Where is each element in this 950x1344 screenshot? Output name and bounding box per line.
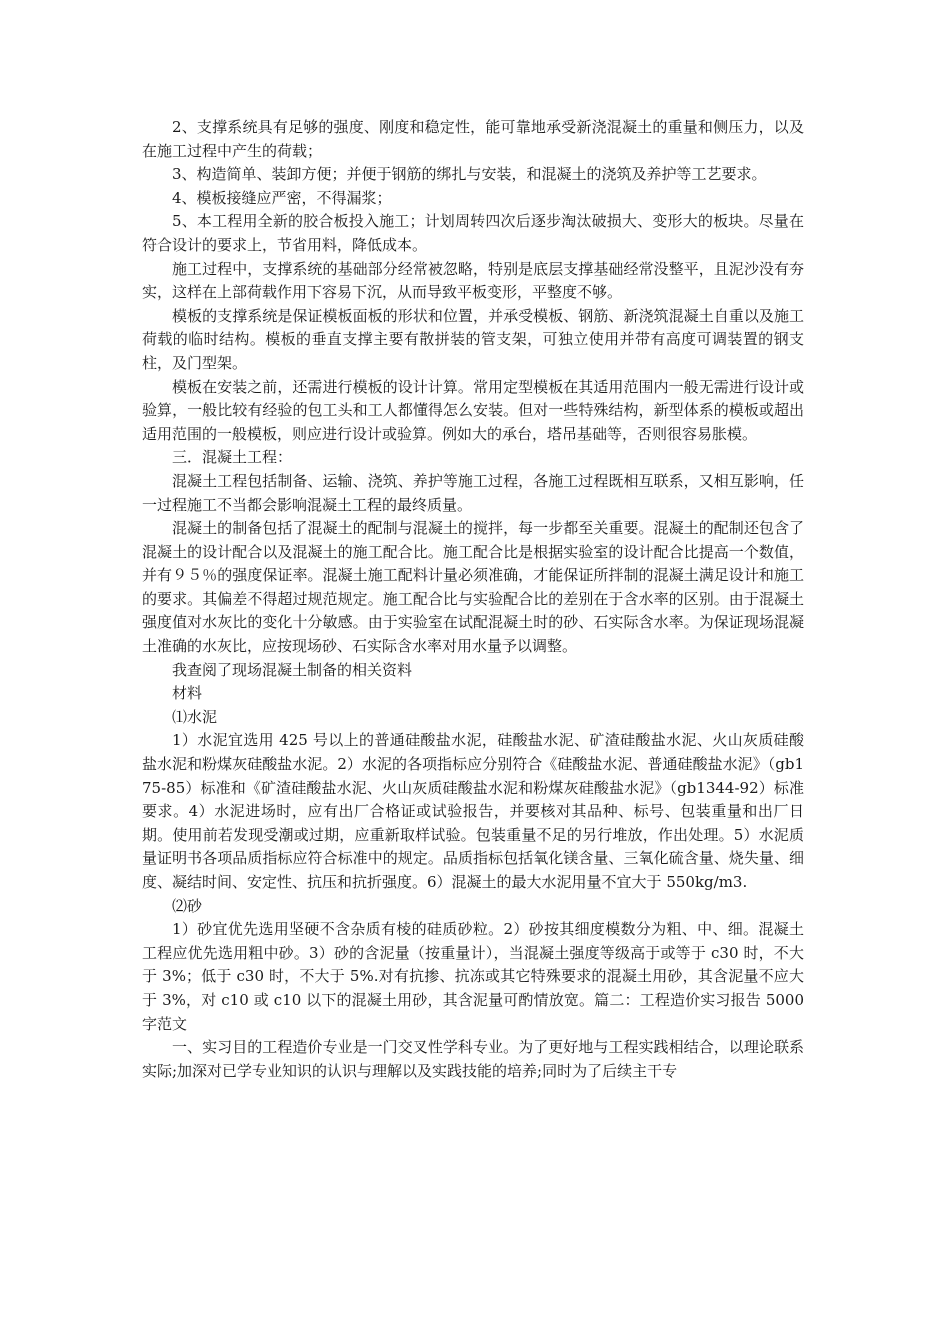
paragraph-support-strength: 2、支撑系统具有足够的强度、刚度和稳定性，能可靠地承受新浇混凝土的重量和侧压力，以及在施工过程中产生的荷载； <box>142 118 804 160</box>
paragraph-support-system: 模板的支撑系统是保证模板面板的形状和位置，并承受模板、钢筋、新浇筑混凝土自重以及施工荷载的临时结构。模板的垂直支撑主要有散拼装的管支架，可独立使用并带有高度可调装置的钢支柱，及门型架。 <box>142 306 804 372</box>
paragraph-joint-tight: 4、模板接缝应严密，不得漏浆； <box>172 188 392 207</box>
paragraph-concrete-preparation: 混凝土的制备包括了混凝土的配制与混凝土的搅拌，每一步都至关重要。混凝土的配制还包含了混凝土的设计配合以及混凝土的施工配合比。施工配合比是根据实验室的设计配合比提高一个数值，并有９５％的强度保证率。混凝土施工配料计量必须准确，才能保证所拌制的混凝土满足设计和施工的要求。其偏差不得超过规范规定。施工配合比与实验配合比的差别在于含水率的区别。由于混凝土强度值对水灰比的变化十分敏感。由于实验室在试配混凝土时的砂、石实际含水率。为保证现场混凝土准确的水灰比，应按现场砂、石实际含水率对用水量予以调整。 <box>142 519 804 656</box>
heading-cement: ⑴水泥 <box>172 707 218 726</box>
paragraph-construction-process: 施工过程中，支撑系统的基础部分经常被忽略，特别是底层支撑基础经常没整平，且泥沙没有夯实，这样在上部荷载作用下容易下沉，从而导致平板变形，平整度不够。 <box>142 259 804 302</box>
paragraph-formwork-design: 模板在安装之前，还需进行模板的设计计算。常用定型模板在其适用范围内一般无需进行设计或验算，一般比较有经验的包工头和工人都懂得怎么安装。但对一些特殊结构，新型体系的模板或超出适用范围的一般模板，则应进行设计或验算。例如大的承台，塔吊基础等，否则很容易胀模。 <box>142 377 804 443</box>
paragraph-simple-construction: 3、构造简单、装卸方便；并便于钢筋的绑扎与安装，和混凝土的浇筑及养护等工艺要求。 <box>172 165 767 184</box>
paragraph-cement-requirements: 1）水泥宜选用 425 号以上的普通硅酸盐水泥，硅酸盐水泥、矿渣硅酸盐水泥、火山灰质硅酸盐水泥和粉煤灰硅酸盐水泥。2）水泥的各项指标应分别符合《硅酸盐水泥、普通硅酸盐水泥》（gb175-85）标准和《矿渣硅酸盐水泥、火山灰质硅酸盐水泥和粉煤灰硅酸盐水泥》（gb1344-92）标准要求。4）水泥进场时，应有出厂合格证或试验报告，并要核对其品种、标号、包装重量和出厂日期。使用前若发现受潮或过期，应重新取样试验。包装重量不足的另行堆放，作出处理。5）水泥质量证明书各项品质指标应符合标准中的规定。品质指标包括氧化镁含量、三氧化硫含量、烧失量、细度、凝结时间、安定性、抗压和抗折强度。6）混凝土的最大水泥用量不宜大于 550kg/m3. <box>142 731 804 891</box>
paragraph-sand-requirements: 1）砂宜优先选用坚硬不含杂质有棱的硅质砂粒。2）砂按其细度模数分为粗、中、细。混凝土工程应优先选用粗中砂。3）砂的含泥量（按重量计），当混凝土强度等级高于或等于 c30 时，不大于 3%；低于 c30 时，不大于 5%.对有抗掺、抗冻或其它特殊要求的混凝土用砂，其含泥量不应大于 3%，对 c10 或 c10 以下的混凝土用砂，其含泥量可酌情放宽。篇二：工程造价实习报告 5000 字范文 <box>142 920 804 1033</box>
paragraph-internship-purpose: 一、实习目的工程造价专业是一门交叉性学科专业。为了更好地与工程实践相结合，以理论联系实际;加深对已学专业知识的认识与理解以及实践技能的培养;同时为了后续主干专 <box>142 1038 804 1080</box>
heading-materials: 材料 <box>172 684 203 703</box>
heading-sand: ⑵砂 <box>172 896 203 915</box>
paragraph-consulted-materials: 我查阅了现场混凝土制备的相关资料 <box>172 660 413 679</box>
paragraph-concrete-overview: 混凝土工程包括制备、运输、浇筑、养护等施工过程，各施工过程既相互联系，又相互影响，任一过程施工不当都会影响混凝土工程的最终质量。 <box>142 471 804 514</box>
document-page <box>142 116 804 1083</box>
paragraph-plywood: 5、本工程用全新的胶合板投入施工；计划周转四次后逐步淘汰破损大、变形大的板块。尽量在符合设计的要求上，节省用料，降低成本。 <box>142 212 804 254</box>
section-heading-concrete: 三．混凝土工程： <box>172 448 293 467</box>
